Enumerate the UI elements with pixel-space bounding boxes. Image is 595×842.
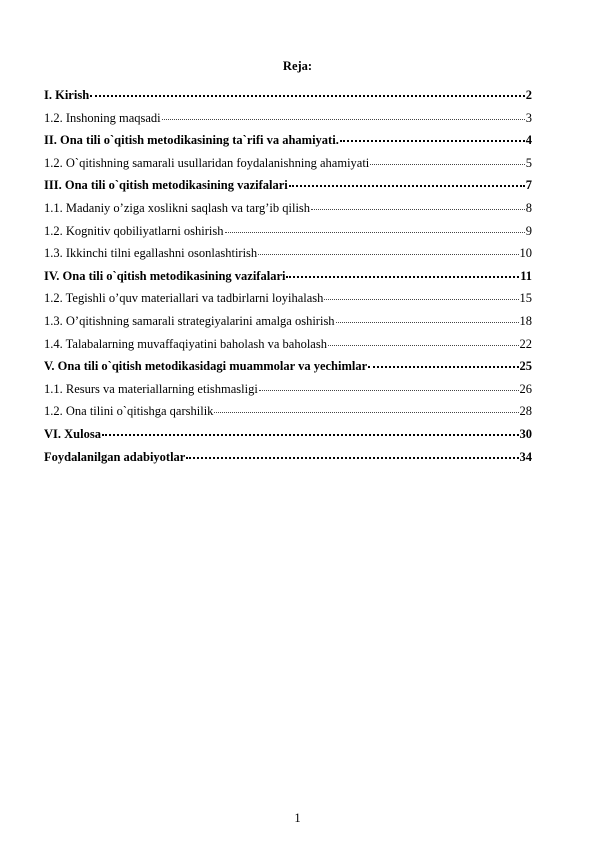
toc-dot-leader: [368, 365, 518, 368]
toc-entry-page: 3: [525, 110, 532, 125]
toc-entry[interactable]: [44, 355, 532, 378]
toc-dot-leader: [259, 389, 519, 391]
toc-dot-leader: [311, 208, 525, 210]
toc-entry-label: 1.2. Kognitiv qobiliyatlarni oshirish: [44, 223, 224, 238]
toc-dot-leader: [102, 433, 519, 436]
toc-entry[interactable]: [44, 129, 532, 152]
page-number: 1: [294, 811, 301, 825]
toc-entry-label: 1.1. Resurs va materiallarning etishmasligi: [44, 381, 258, 396]
toc-entry-label: 1.2. Tegishli o’quv materiallari va tadbirlarni loyihalash: [44, 291, 324, 306]
toc-entry[interactable]: [44, 220, 532, 243]
toc-entry[interactable]: [44, 423, 532, 446]
toc-entry[interactable]: [44, 265, 532, 288]
toc-entry-label: 1.1. Madaniy o’ziga xoslikni saqlash va targ’ib qilish: [44, 200, 311, 215]
toc-entry-label: 1.3. O’qitishning samarali strategiyalarini amalga oshirish: [44, 313, 335, 328]
toc-entry-page: 30: [519, 426, 532, 441]
page-title: Reja:: [282, 59, 313, 73]
toc-entry[interactable]: [44, 242, 532, 265]
toc-entry-page: 8: [525, 200, 532, 215]
toc-entry-page: 34: [519, 449, 532, 464]
toc-dot-leader: [186, 456, 518, 459]
toc-entry-page: 28: [519, 404, 532, 419]
toc-dot-leader: [289, 184, 525, 187]
toc-entry[interactable]: [44, 174, 532, 197]
toc-entry[interactable]: [44, 152, 532, 175]
toc-entry[interactable]: [44, 287, 532, 310]
toc-entry-label: 1.4. Talabalarning muvaffaqiyatini baholash va baholash: [44, 336, 327, 351]
toc-entry-label: Foydalanilgan adabiyotlar: [44, 449, 186, 464]
toc-entry-label: VI. Xulosa: [44, 426, 101, 441]
toc-entry[interactable]: [44, 400, 532, 423]
toc-entry-label: II. Ona tili o`qitish metodikasining ta`rifi va ahamiyati.: [44, 133, 339, 148]
toc-entry-page: 25: [519, 359, 532, 374]
toc-entry[interactable]: [44, 84, 532, 107]
toc-dot-leader: [258, 253, 518, 255]
toc-dot-leader: [90, 94, 525, 97]
toc-dot-leader: [286, 275, 519, 278]
toc-entry-page: 22: [519, 336, 532, 351]
toc-entry-page: 7: [525, 178, 532, 193]
toc-entry-page: 9: [525, 223, 532, 238]
toc-entry-label: 1.2. Inshoning maqsadi: [44, 110, 161, 125]
toc-dot-leader: [225, 231, 525, 233]
toc-entry[interactable]: [44, 107, 532, 130]
toc-dot-leader: [370, 163, 524, 165]
toc-dot-leader: [340, 139, 525, 142]
toc-entry[interactable]: [44, 446, 532, 469]
toc-dot-leader: [336, 321, 519, 323]
toc-entry-label: 1.3. Ikkinchi tilni egallashni osonlashtirish: [44, 246, 258, 261]
toc-entry-label: III. Ona tili o`qitish metodikasining vazifalari: [44, 178, 288, 193]
toc-entry-page: 4: [525, 133, 532, 148]
toc-entry-page: 10: [519, 246, 532, 261]
toc-entry-page: 2: [525, 88, 532, 102]
toc-entry[interactable]: [44, 378, 532, 401]
toc-dot-leader: [214, 411, 518, 413]
toc-entry-label: 1.2. O`qitishning samarali usullaridan foydalanishning ahamiyati: [44, 155, 370, 170]
toc-entry[interactable]: [44, 310, 532, 333]
toc-entry[interactable]: [44, 333, 532, 356]
toc-entry-page: 26: [519, 381, 532, 396]
toc-entry-page: 5: [525, 155, 532, 170]
toc-entry-label: 1.2. Ona tilini o`qitishga qarshilik: [44, 404, 214, 419]
toc-entry[interactable]: [44, 197, 532, 220]
toc-entry-page: 15: [519, 291, 532, 306]
toc-entry-label: I. Kirish: [44, 88, 90, 102]
toc-dot-leader: [324, 298, 518, 300]
toc-entry-label: V. Ona tili o`qitish metodikasidagi muammolar va yechimlar: [44, 359, 368, 374]
toc-entry-page: 18: [519, 313, 532, 328]
table-of-contents: [44, 84, 532, 468]
toc-entry-page: 11: [520, 268, 532, 283]
toc-dot-leader: [328, 344, 519, 346]
toc-entry-label: IV. Ona tili o`qitish metodikasining vazifalari: [44, 268, 286, 283]
toc-dot-leader: [162, 118, 525, 120]
